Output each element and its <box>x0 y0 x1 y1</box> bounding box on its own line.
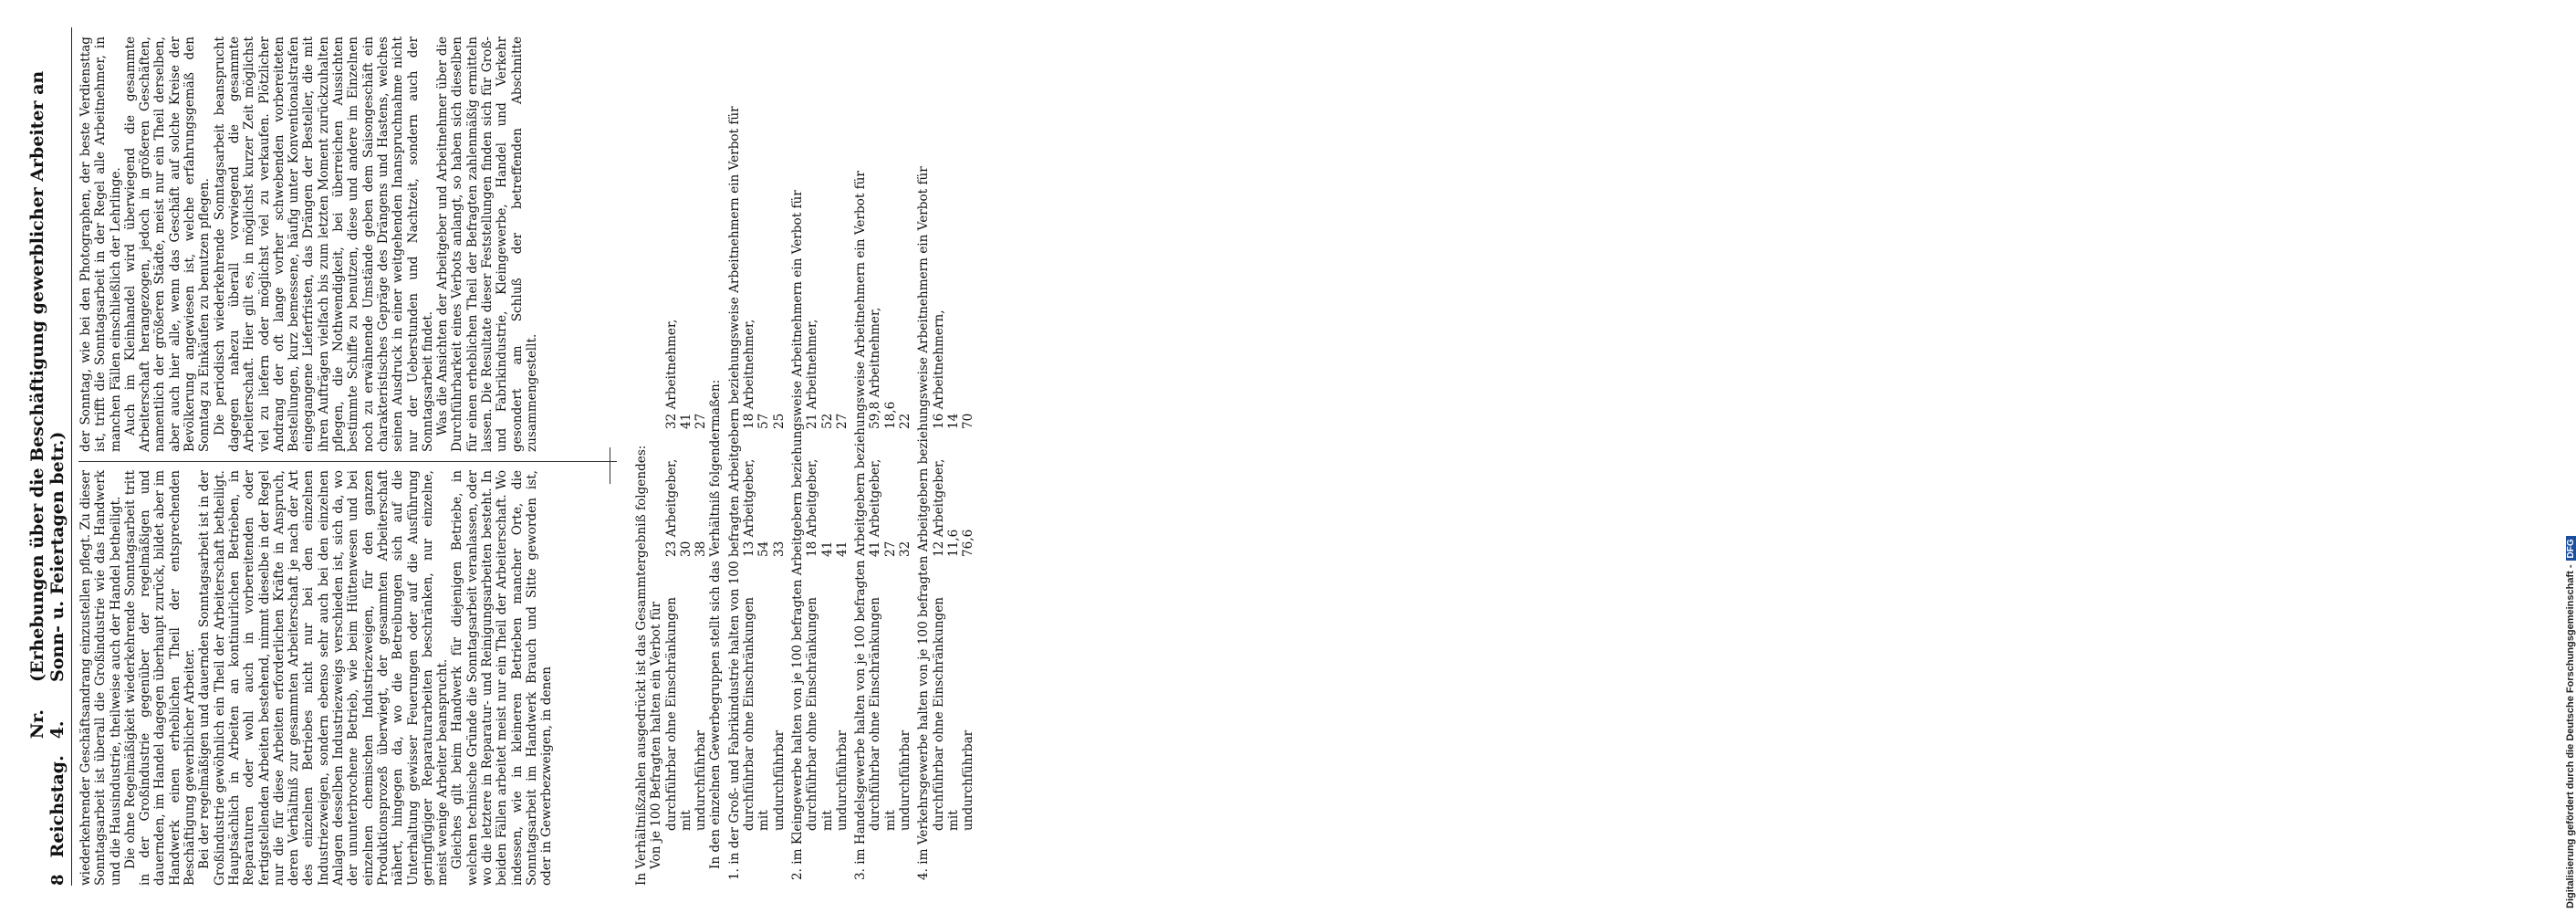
paragraph: Die periodisch wiederkehrende Sonntagsarbeit beansprucht dagegen nahezu überall vorwiegend die gesammte Arbeiterschaft. Hier gilt es, in möglichst kurzer Zeit möglichst viel zu liefern oder möglichst viel zu verkaufen. Plötzlicher Andrang der oft lange vorher schwebenden vorbereiteten Bestellungen, kurz bemessene, häufig unter Konventionalstrafen eingegangene Lieferfristen, das Drängen der Besteller, die mit ihren Aufträgen vielfach bis zum letzten Moment zurückzuhalten pflegen, die Nothwendigkeit, bei überreichen Aussichten bestimmte Schiffe zu benutzen, diese und andere im Einzelnen noch zu erwähnende Umstände geben dem Saisongeschäft ein charakteristisches Gepräge des Drängens und Hastens, welches seinen Ausdruck in einer weitgehenden Inanspruchnahme nicht nur der Ueberstunden und Nachtzeit, sondern auch der Sonntagsarbeit findet. <box>212 37 435 452</box>
stats-row <box>961 27 975 886</box>
stats-row-label: undurchführbar <box>771 729 787 831</box>
stats-row <box>742 27 756 886</box>
digitization-credit <box>2565 5 2576 908</box>
stats-row-employers: 23 Arbeitgeber, <box>663 458 679 557</box>
stats-row <box>946 27 961 886</box>
stats-row-employers: 38 <box>694 540 709 557</box>
statistics-block <box>634 27 976 886</box>
stats-row-employers: 32 <box>898 540 913 557</box>
stats-section-head: 2. im Kleingewerbe halten von je 100 befragten Arbeitgebern beziehungsweise Arbeitnehmern ein Verbot für <box>789 190 805 880</box>
column-divider <box>78 461 617 462</box>
stats-row-workers: 32 Arbeitnehmer, <box>663 319 679 429</box>
stats-row-label: mit <box>756 810 772 831</box>
stats-row-label: mit <box>882 810 898 831</box>
stats-row <box>756 27 771 886</box>
stats-row-label: undurchführbar <box>694 729 709 831</box>
stats-row-workers: 18 Arbeitnehmer, <box>742 319 757 429</box>
stats-row-label: undurchführbar <box>898 729 913 831</box>
stats-row-label: mit <box>819 810 835 831</box>
stats-row-employers: 12 Arbeitgeber, <box>931 458 946 557</box>
stats-row-employers: 41 <box>819 540 835 557</box>
left-column <box>78 470 555 886</box>
paragraph: Gleiches gilt beim Handwerk für diejenigen Betriebe, in welchen technische Gründe die Sonntagsarbeit veranlassen, oder wo die letztere in Reparatur- und Reinigungsarbeiten besteht. In beiden Fällen arbeitet meist nur ein Theil der Arbeiterschaft. Wo indessen, wie in kleineren Betrieben mancher Orte, die Sonntagsarbeit im Handwerk Brauch und Sitte geworden ist, oder in Gewerbezweigen, in denen <box>450 470 555 886</box>
stats-row-label: durchführbar ohne Einschränkungen <box>868 596 883 831</box>
stats-row-workers: 14 <box>945 413 961 429</box>
paragraph: der Sonntag, wie bei den Photographen, der beste Verdiensttag ist, trifft die Sonntagsarbeit in der Regel alle Arbeitnehmer, in manchen Fällen einschließlich der Lehrlinge. <box>78 37 123 452</box>
stats-row-workers: 52 <box>819 413 835 429</box>
stats-row-workers: 18,6 <box>882 401 898 429</box>
stats-row <box>805 27 819 886</box>
header-rule <box>71 27 72 886</box>
paragraph: wiederkehrender Geschäftsandrang einzustellen pflegt. Zu dieser Sonntagsarbeit ist überall die Großindustrie wie das Handwerk und die Hausindustrie, theilweise auch der Handel betheiligt. <box>78 470 123 886</box>
document-number: Nr. 4. <box>27 709 68 740</box>
page-header <box>27 27 68 886</box>
stats-row-employers: 18 Arbeitgeber, <box>805 458 820 557</box>
stats-row-label: durchführbar ohne Einschränkungen <box>931 596 946 831</box>
stats-row <box>679 27 694 886</box>
stats-row-employers: 11,6 <box>945 529 961 557</box>
paragraph: Die ohne Regelmäßigkeit wiederkehrende Sonntagsarbeit tritt in der Großindustrie gegenüber der regelmäßigen und dauernden, im Handel dagegen überhaupt zurück, bildet aber im Handwerk einen erheblichen Theil der entsprechenden Beschäftigung gewerblicher Arbeiter. <box>122 470 198 886</box>
paragraph: Bei der regelmäßigen und dauernden Sonntagsarbeit ist in der Großindustrie gewöhnlich ein Theil der Arbeiterschaft betheiligt. Hauptsächlich in Arbeiten an kontinuirlichen Betrieben, in Reparaturen oder wohl auch in vorbereitenden oder fertigstellenden Arbeiten bestehend, nimmt dieselbe in der Regel nur die für diese Arbeiten erforderlichen Kräfte in Anspruch, deren Verhältniß zur gesammten Arbeiterschaft je nach der Art des einzelnen Betriebes nicht nur bei den einzelnen Industriezweigen, sondern ebenso sehr auch bei den einzelnen Anlagen desselben Industriezweigs verschieden ist, sich da, wo der ununterbrochene Betrieb, wie beim Hüttenwesen und bei einzelnen chemischen Industriezweigen, für den ganzen Produktionsprozeß überwiegt, der gesammten Arbeiterschaft nähert, hingegen da, wo die Betreibungen sich auf die Unterhaltung gewisser Feuerungen oder auf die Ausführung geringfügiger Reparaturarbeiten beschränken, nur einzelne, meist wenige Arbeiter beansprucht. <box>197 470 451 886</box>
stats-row-employers: 76,6 <box>961 529 976 557</box>
stats-row-label: durchführbar ohne Einschränkungen <box>742 596 757 831</box>
stats-row-label: durchführbar ohne Einschränkungen <box>663 596 679 831</box>
stats-section-head: 3. im Handelsgewerbe halten von je 100 befragten Arbeitgebern beziehungsweise Arbeitnehmern ein Verbot für <box>853 171 869 880</box>
stats-row-employers: 41 Arbeitgeber, <box>868 458 883 557</box>
document-title: (Erhebungen über die Beschäftigung gewerblicher Arbeiter an Sonn- u. Feiertagen betr.) <box>27 70 68 682</box>
stats-row-workers: 27 <box>834 413 850 429</box>
stats-sections <box>727 27 976 886</box>
stats-row-workers: 16 Arbeitnehmern, <box>931 310 946 429</box>
stats-row-employers: 27 <box>882 540 898 557</box>
stats-row-employers: 54 <box>756 540 772 557</box>
stats-row-workers: 27 <box>694 413 709 429</box>
stats-row-workers: 25 <box>771 413 787 429</box>
stats-row-employers: 33 <box>771 540 787 557</box>
stats-row <box>820 27 835 886</box>
stats-row-workers: 57 <box>756 413 772 429</box>
stats-row <box>868 27 882 886</box>
page-number: 8 <box>48 874 68 886</box>
stats-total-head: Von je 100 Befragten halten ein Verbot für <box>649 602 664 869</box>
stats-row <box>898 27 913 886</box>
stats-row-label: mit <box>678 810 694 831</box>
paragraph: Auch im Kleinhandel wird überwiegend die gesammte Arbeiterschaft herangezogen, jedoch in größeren Geschäften, namentlich der größeren Städte, meist nur ein Theil derselben, aber auch hier alle, wenn das Geschäft auf solche Kreise der Bevölkerung angewiesen ist, welche erfahrungsgemäß den Sonntag zu Einkäufen zu benutzen pflegen. <box>122 37 213 452</box>
dfg-logo: DFG <box>2566 536 2576 561</box>
stats-row-workers: 59,8 Arbeitnehmer, <box>868 307 883 429</box>
stats-row <box>694 27 708 886</box>
stats-row-employers: 30 <box>678 540 694 557</box>
stats-row-workers: 70 <box>961 413 976 429</box>
stats-total-rows <box>664 27 709 886</box>
stats-row-workers: 41 <box>678 413 694 429</box>
stats-row-label: undurchführbar <box>961 729 976 831</box>
credit-text: Digitalisierung gefördert durch die Deutsche Forschungsgemeinschaft - <box>2565 564 2576 908</box>
stats-row <box>883 27 898 886</box>
stats-section-head: 1. in der Groß- und Fabrikindustrie halten von 100 befragten Arbeitgebern beziehungsweise Arbeitnehmern ein Verbot für <box>726 106 742 880</box>
paragraph: Was die Ansichten der Arbeitgeber und Arbeitnehmer über die Durchführbarkeit eines Verbots anlangt, so haben sich dieselben für einen erheblichen Theil der Befragten zahlenmäßig ermitteln lassen. Die Resultate dieser Feststellungen finden sich für Groß- und Fabrikindustrie, Kleingewerbe, Handel und Verkehr gesondert am Schluß der betreffenden Abschnitte zusammengestellt. <box>435 37 539 452</box>
stats-section-head: 4. im Verkehrsgewerbe halten von je 100 befragten Arbeitgebern beziehungsweise Arbeitnehmern ein Verbot für <box>916 166 932 880</box>
stats-groups-head: In den einzelnen Gewerbegruppen stellt sich das Verhältniß folgendermaßen: <box>708 379 724 869</box>
stats-row <box>772 27 787 886</box>
stats-row-label: durchführbar ohne Einschränkungen <box>805 596 820 831</box>
header-source: Reichstag. <box>47 755 68 858</box>
stats-intro: In Verhältnißzahlen ausgedrückt ist das Gesammtergebniß folgendes: <box>634 445 649 886</box>
stats-row <box>664 27 679 886</box>
stats-row-workers: 21 Arbeitnehmer, <box>805 319 820 429</box>
stats-row-label: undurchführbar <box>834 729 850 831</box>
stats-row-employers: 13 Arbeitgeber, <box>742 458 757 557</box>
stats-row-workers: 22 <box>898 413 913 429</box>
stats-row <box>932 27 946 886</box>
stats-row-employers: 41 <box>834 540 850 557</box>
stats-row <box>835 27 850 886</box>
stats-row-label: mit <box>945 810 961 831</box>
right-column <box>78 37 539 452</box>
digitization-sidebar <box>1278 0 2576 913</box>
